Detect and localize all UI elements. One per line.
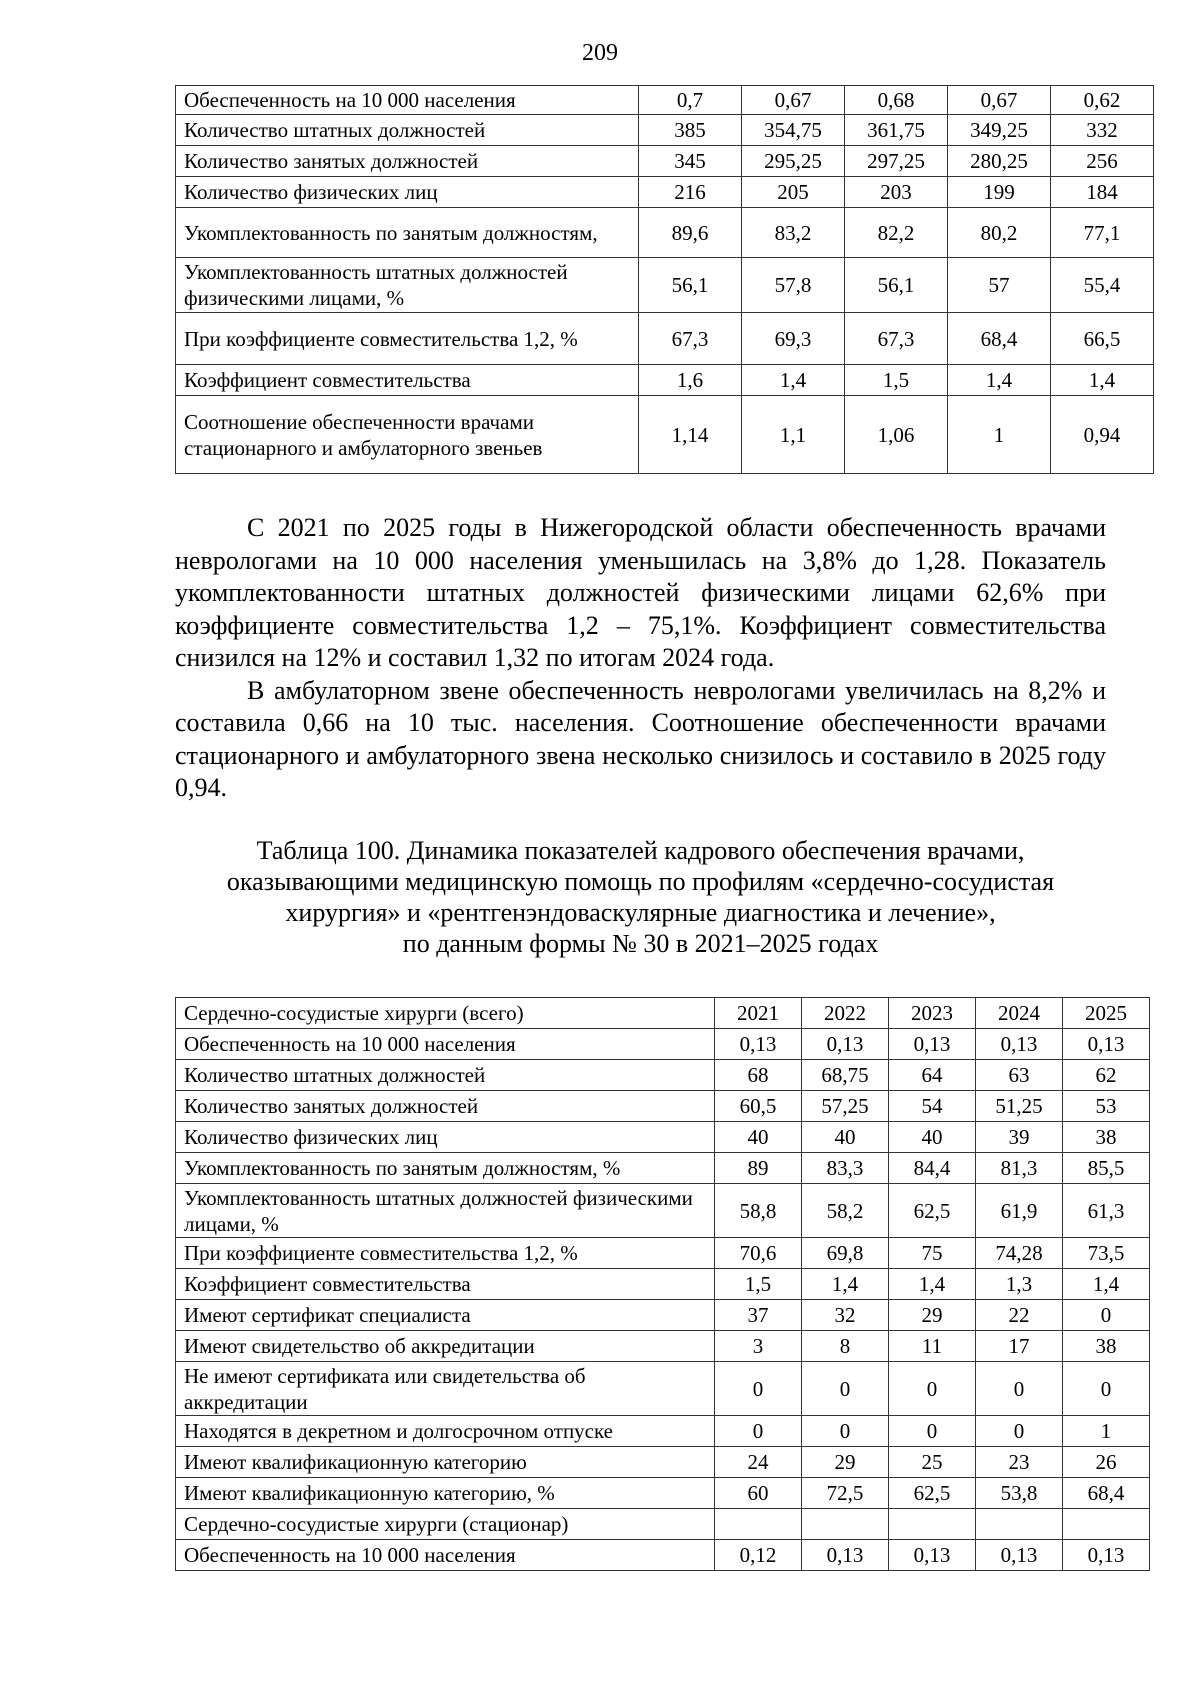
cell-value: [976, 1509, 1063, 1540]
cell-value: 0,13: [1063, 1540, 1150, 1571]
cell-value: 70,6: [715, 1238, 802, 1269]
table-row: [176, 1331, 1150, 1362]
cell-value: 280,25: [948, 146, 1051, 177]
cell-value: 0,13: [976, 1540, 1063, 1571]
cell-value: 25: [889, 1447, 976, 1478]
table-row: [176, 146, 1154, 177]
cell-value: 66,5: [1051, 313, 1154, 365]
paragraph: В амбулаторном звене обеспеченность неврологами увеличилась на 8,2% и составила 0,66 на 10 тыс. населения. Соотношение обеспеченности врачами стационарного и амбулаторного звена несколько снизилось и составило в 2025 году 0,94.: [175, 675, 1106, 802]
cell-value: 57,25: [802, 1091, 889, 1122]
staffing-table-neurologists: [175, 85, 1154, 474]
row-label: Соотношение обеспеченности врачами стационарного и амбулаторного звеньев: [176, 396, 639, 474]
table-row: [176, 1029, 1150, 1060]
table-row: [176, 313, 1154, 365]
table-row: [176, 177, 1154, 208]
cell-value: 56,1: [845, 258, 948, 313]
cell-value: 1: [948, 396, 1051, 474]
cell-value: 89: [715, 1153, 802, 1184]
cell-value: 256: [1051, 146, 1154, 177]
cell-value: 0,12: [715, 1540, 802, 1571]
cell-value: 60: [715, 1478, 802, 1509]
cell-value: 53,8: [976, 1478, 1063, 1509]
cell-value: 0: [976, 1362, 1063, 1416]
cell-value: 68,4: [1063, 1478, 1150, 1509]
cell-value: 199: [948, 177, 1051, 208]
row-label: При коэффициенте совместительства 1,2, %: [176, 1238, 715, 1269]
cell-value: 332: [1051, 115, 1154, 146]
table-caption: [175, 835, 1106, 959]
cell-value: 58,8: [715, 1184, 802, 1238]
cell-value: 63: [976, 1060, 1063, 1091]
table-row: [176, 1478, 1150, 1509]
row-label: Сердечно-сосудистые хирурги (стационар): [176, 1509, 715, 1540]
row-label: Укомплектованность штатных должностей физическими лицами, %: [176, 258, 639, 313]
year-header: 2021: [715, 998, 802, 1029]
row-label: Не имеют сертификата или свидетельства об аккредитации: [176, 1362, 715, 1416]
cell-value: 68: [715, 1060, 802, 1091]
cell-value: 11: [889, 1331, 976, 1362]
cell-value: 22: [976, 1300, 1063, 1331]
cell-value: [889, 1509, 976, 1540]
row-label: Количество занятых должностей: [176, 1091, 715, 1122]
cell-value: 1,4: [1063, 1269, 1150, 1300]
row-label: Коэффициент совместительства: [176, 365, 639, 396]
row-label: Имеют свидетельство об аккредитации: [176, 1331, 715, 1362]
table-header-row: [176, 998, 1150, 1029]
cell-value: 67,3: [845, 313, 948, 365]
cell-value: 51,25: [976, 1091, 1063, 1122]
cell-value: 1,1: [742, 396, 845, 474]
row-label: Количество физических лиц: [176, 177, 639, 208]
cell-value: 1,06: [845, 396, 948, 474]
cell-value: 0,13: [1063, 1029, 1150, 1060]
cell-value: 57,8: [742, 258, 845, 313]
cell-value: 68,75: [802, 1060, 889, 1091]
cell-value: 0,94: [1051, 396, 1154, 474]
cell-value: 0: [976, 1416, 1063, 1447]
cell-value: 0,67: [948, 86, 1051, 115]
cell-value: 61,9: [976, 1184, 1063, 1238]
cell-value: 0,13: [976, 1029, 1063, 1060]
row-label: Укомплектованность по занятым должностям,: [176, 208, 639, 258]
table-row: [176, 115, 1154, 146]
cell-value: 57: [948, 258, 1051, 313]
cell-value: 0: [715, 1416, 802, 1447]
cell-value: 1,4: [1051, 365, 1154, 396]
row-label: Обеспеченность на 10 000 населения: [176, 86, 639, 115]
row-label: Имеют квалификационную категорию, %: [176, 1478, 715, 1509]
cell-value: 0: [802, 1416, 889, 1447]
cell-value: 354,75: [742, 115, 845, 146]
row-label: Количество штатных должностей: [176, 115, 639, 146]
row-label: Укомплектованность по занятым должностям, %: [176, 1153, 715, 1184]
header-label: Сердечно-сосудистые хирурги (всего): [176, 998, 715, 1029]
cell-value: 1,5: [715, 1269, 802, 1300]
cell-value: 0,67: [742, 86, 845, 115]
table-row: [176, 86, 1154, 115]
cell-value: 1,3: [976, 1269, 1063, 1300]
cell-value: 297,25: [845, 146, 948, 177]
cell-value: 56,1: [639, 258, 742, 313]
cell-value: 72,5: [802, 1478, 889, 1509]
cell-value: 83,3: [802, 1153, 889, 1184]
row-label: Коэффициент совместительства: [176, 1269, 715, 1300]
cell-value: 1,4: [742, 365, 845, 396]
table-row: [176, 1153, 1150, 1184]
cell-value: 0: [715, 1362, 802, 1416]
paragraph: С 2021 по 2025 годы в Нижегородской области обеспеченность врачами неврологами на 10 000 населения уменьшилась на 3,8% до 1,28. Показатель укомплектованности штатных должностей физическими лицами 62,6% при коэффициенте совместительства 1,2 – 75,1%. Коэффициент совместительства снизился на 12% и составил 1,32 по итогам 2024 года.: [175, 513, 1106, 672]
cell-value: 205: [742, 177, 845, 208]
table-row: [176, 1509, 1150, 1540]
cell-value: 83,2: [742, 208, 845, 258]
row-label: Количество штатных должностей: [176, 1060, 715, 1091]
cell-value: [802, 1509, 889, 1540]
cell-value: 17: [976, 1331, 1063, 1362]
cell-value: 26: [1063, 1447, 1150, 1478]
cell-value: 0: [889, 1362, 976, 1416]
cell-value: 1,6: [639, 365, 742, 396]
cell-value: 58,2: [802, 1184, 889, 1238]
cell-value: 40: [889, 1122, 976, 1153]
row-label: Находятся в декретном и долгосрочном отпуске: [176, 1416, 715, 1447]
row-label: Укомплектованность штатных должностей физическими лицами, %: [176, 1184, 715, 1238]
table-row: [176, 365, 1154, 396]
cell-value: 40: [715, 1122, 802, 1153]
row-label: Имеют сертификат специалиста: [176, 1300, 715, 1331]
row-label: Обеспеченность на 10 000 населения: [176, 1029, 715, 1060]
cell-value: 1,4: [802, 1269, 889, 1300]
cell-value: 64: [889, 1060, 976, 1091]
cell-value: 62,5: [889, 1478, 976, 1509]
cell-value: 0,62: [1051, 86, 1154, 115]
cell-value: 37: [715, 1300, 802, 1331]
table-row: [176, 1060, 1150, 1091]
cell-value: 0: [802, 1362, 889, 1416]
cell-value: 29: [802, 1447, 889, 1478]
staffing-table-cardiovascular-surgeons: [175, 997, 1150, 1571]
caption-line: по данным формы № 30 в 2021–2025 годах: [402, 929, 879, 958]
cell-value: 0,13: [802, 1029, 889, 1060]
row-label: Количество физических лиц: [176, 1122, 715, 1153]
cell-value: 81,3: [976, 1153, 1063, 1184]
cell-value: 62: [1063, 1060, 1150, 1091]
cell-value: 62,5: [889, 1184, 976, 1238]
cell-value: 40: [802, 1122, 889, 1153]
table-row: [176, 1238, 1150, 1269]
caption-line: оказывающими медицинскую помощь по профилям «сердечно-сосудистая: [226, 867, 1055, 896]
cell-value: 77,1: [1051, 208, 1154, 258]
cell-value: 361,75: [845, 115, 948, 146]
cell-value: 32: [802, 1300, 889, 1331]
cell-value: 0: [1063, 1362, 1150, 1416]
cell-value: 349,25: [948, 115, 1051, 146]
cell-value: 0,13: [715, 1029, 802, 1060]
cell-value: 60,5: [715, 1091, 802, 1122]
cell-value: 0,13: [889, 1029, 976, 1060]
table-row: [176, 396, 1154, 474]
year-header: 2024: [976, 998, 1063, 1029]
table-row: [176, 1269, 1150, 1300]
cell-value: 24: [715, 1447, 802, 1478]
cell-value: 69,3: [742, 313, 845, 365]
cell-value: 55,4: [1051, 258, 1154, 313]
caption-line: Таблица 100. Динамика показателей кадрового обеспечения врачами,: [256, 836, 1025, 865]
cell-value: 1,5: [845, 365, 948, 396]
cell-value: 345: [639, 146, 742, 177]
cell-value: 69,8: [802, 1238, 889, 1269]
table-row: [176, 1184, 1150, 1238]
row-label: Обеспеченность на 10 000 населения: [176, 1540, 715, 1571]
cell-value: 82,2: [845, 208, 948, 258]
cell-value: 67,3: [639, 313, 742, 365]
table-row: [176, 1540, 1150, 1571]
cell-value: 29: [889, 1300, 976, 1331]
cell-value: 73,5: [1063, 1238, 1150, 1269]
cell-value: 68,4: [948, 313, 1051, 365]
cell-value: 216: [639, 177, 742, 208]
cell-value: 89,6: [639, 208, 742, 258]
cell-value: 1,4: [889, 1269, 976, 1300]
cell-value: 74,28: [976, 1238, 1063, 1269]
cell-value: 385: [639, 115, 742, 146]
table-row: [176, 1300, 1150, 1331]
table-row: [176, 208, 1154, 258]
cell-value: 0,13: [889, 1540, 976, 1571]
table-row: [176, 1122, 1150, 1153]
table-row: [176, 1447, 1150, 1478]
cell-value: 53: [1063, 1091, 1150, 1122]
cell-value: [715, 1509, 802, 1540]
cell-value: 203: [845, 177, 948, 208]
cell-value: 54: [889, 1091, 976, 1122]
table-row: [176, 1416, 1150, 1447]
cell-value: 39: [976, 1122, 1063, 1153]
cell-value: 38: [1063, 1122, 1150, 1153]
table-row: [176, 1091, 1150, 1122]
cell-value: 0,13: [802, 1540, 889, 1571]
cell-value: 0,7: [639, 86, 742, 115]
cell-value: 184: [1051, 177, 1154, 208]
year-header: 2025: [1063, 998, 1150, 1029]
cell-value: 23: [976, 1447, 1063, 1478]
cell-value: 3: [715, 1331, 802, 1362]
cell-value: 0: [889, 1416, 976, 1447]
cell-value: 1: [1063, 1416, 1150, 1447]
cell-value: 8: [802, 1331, 889, 1362]
cell-value: 38: [1063, 1331, 1150, 1362]
cell-value: 80,2: [948, 208, 1051, 258]
cell-value: 295,25: [742, 146, 845, 177]
cell-value: 1,14: [639, 396, 742, 474]
table-row: [176, 258, 1154, 313]
cell-value: 84,4: [889, 1153, 976, 1184]
cell-value: 0: [1063, 1300, 1150, 1331]
year-header: 2022: [802, 998, 889, 1029]
body-text: [175, 512, 1106, 805]
cell-value: 0,68: [845, 86, 948, 115]
cell-value: 61,3: [1063, 1184, 1150, 1238]
cell-value: 75: [889, 1238, 976, 1269]
cell-value: 85,5: [1063, 1153, 1150, 1184]
caption-line: хирургия» и «рентгенэндоваскулярные диагностика и лечение»,: [285, 898, 996, 927]
row-label: При коэффициенте совместительства 1,2, %: [176, 313, 639, 365]
year-header: 2023: [889, 998, 976, 1029]
cell-value: 1,4: [948, 365, 1051, 396]
cell-value: [1063, 1509, 1150, 1540]
row-label: Количество занятых должностей: [176, 146, 639, 177]
row-label: Имеют квалификационную категорию: [176, 1447, 715, 1478]
page-number: 209: [582, 40, 618, 66]
table-row: [176, 1362, 1150, 1416]
